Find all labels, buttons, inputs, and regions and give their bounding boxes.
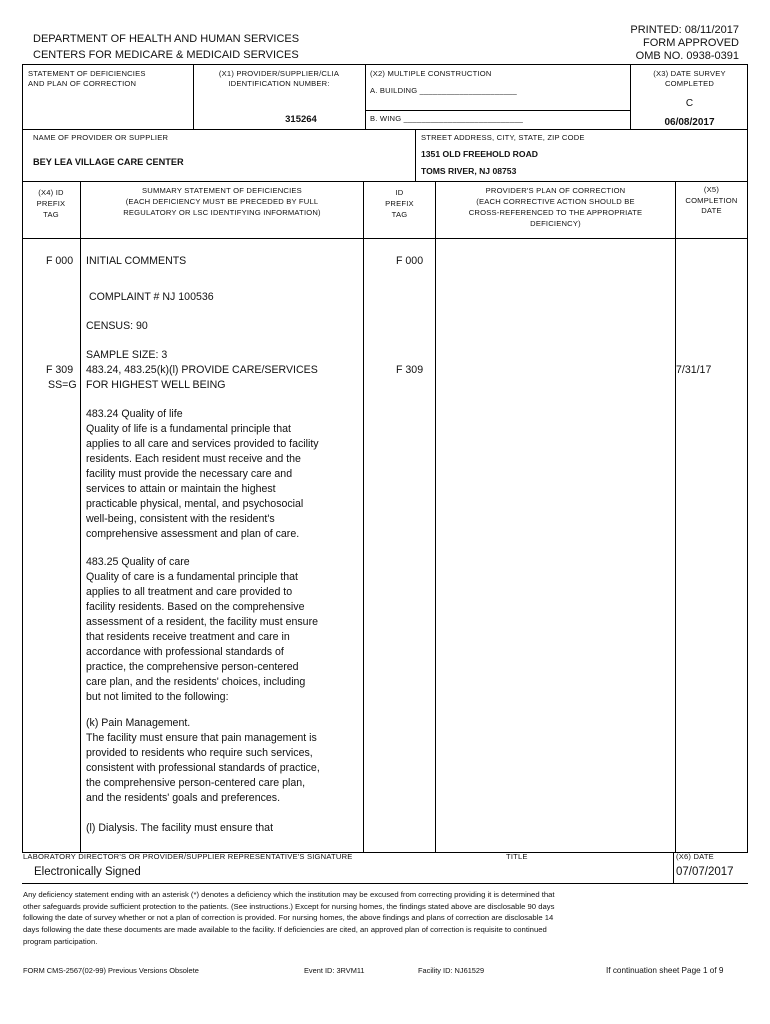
f309-title: 483.24, 483.25(k)(l) PROVIDE CARE/SERVICES FOR HIGHEST WELL BEING — [86, 364, 318, 391]
page-indicator: If continuation sheet Page 1 of 9 — [606, 966, 724, 975]
id-prefix-header: ID PREFIX TAG — [385, 188, 414, 219]
form-approved: FORM APPROVED — [643, 37, 739, 49]
quality-of-care-paragraph: 483.25 Quality of care Quality of care is a fundamental principle that applies to all treatment and care provided to facility residents. Based on the comprehensive assessment of a resident, the facility must ensure that residents receive treatment and care in accordance with professional standards of practice, the comprehensive person-centered care plan, and the residents' choices, including but not limited to the following: — [86, 556, 318, 703]
event-id: Event ID: 3RVM11 — [304, 966, 365, 975]
omb-number: OMB NO. 0938-0391 — [635, 50, 739, 62]
signature-date: 07/07/2017 — [676, 866, 734, 878]
x1-label: (X1) PROVIDER/SUPPLIER/CLIA IDENTIFICATION NUMBER: — [218, 69, 340, 88]
agency-name: CENTERS FOR MEDICARE & MEDICAID SERVICES — [33, 49, 299, 61]
street-address: 1351 OLD FREEHOLD ROAD — [421, 149, 538, 159]
printed-date: PRINTED: 08/11/2017 — [630, 24, 739, 36]
dialysis-paragraph: (l) Dialysis. The facility must ensure that — [86, 822, 274, 834]
x2-label: (X2) MULTIPLE CONSTRUCTION — [370, 69, 492, 78]
provider-id: 315264 — [285, 114, 317, 125]
completion-header: (X5) COMPLETION DATE — [685, 185, 738, 215]
complaint-number: COMPLAINT # NJ 100536 — [89, 291, 214, 303]
plan-header: PROVIDER'S PLAN OF CORRECTION (EACH CORRECTIVE ACTION SHOULD BE CROSS-REFERENCED TO THE APPROPRIATE DEFICIENCY) — [468, 186, 643, 228]
form-number: FORM CMS-2567(02-99) Previous Versions Obsolete — [23, 966, 199, 975]
completion-date: 7/31/17 — [676, 364, 712, 376]
plan-tag-f000: F 000 — [396, 255, 424, 267]
street-label: STREET ADDRESS, CITY, STATE, ZIP CODE — [421, 133, 585, 142]
x4-id-header: (X4) ID PREFIX TAG — [36, 188, 66, 219]
survey-code: C — [685, 98, 694, 109]
building-field: A. BUILDING ______________________ — [370, 86, 517, 95]
disclaimer-text: Any deficiency statement ending with an asterisk (*) denotes a deficiency which the institution may be excused from correcting providing it is determined that other safeguards provide sufficient protection to the patients. (See instructions.) Except for nursing homes, the findings stated above are disclosable 90 days following the date of survey whether or not a plan of correction is provided. For nursing homes, the above findings and plans of correction are disclosable 14 days following the date these documents are made available to the facility. If deficiencies are cited, an approved plan of correction is requisite to continued program participation. — [23, 890, 555, 946]
scope-severity: SS=G — [48, 379, 77, 391]
wing-field: B. WING ___________________________ — [370, 114, 524, 123]
x3-label: (X3) DATE SURVEY COMPLETED — [653, 69, 726, 88]
tag-f000: F 000 — [46, 255, 74, 267]
facility-id: Facility ID: NJ61529 — [418, 966, 485, 975]
census: CENSUS: 90 — [86, 320, 148, 332]
city-state-zip: TOMS RIVER, NJ 08753 — [421, 166, 517, 176]
electronic-signature: Electronically Signed — [34, 866, 141, 878]
plan-tag-f309: F 309 — [396, 364, 424, 376]
statement-label: STATEMENT OF DEFICIENCIES AND PLAN OF CORRECTION — [28, 69, 146, 88]
survey-date: 06/08/2017 — [664, 117, 715, 128]
title-label: TITLE — [506, 852, 528, 861]
signature-date-label: (X6) DATE — [676, 852, 714, 861]
sample-size: SAMPLE SIZE: 3 — [86, 349, 168, 361]
pain-management-paragraph: (k) Pain Management. The facility must ensure that pain management is provided to residents who require such services, consistent with professional standards of practice, the comprehensive person-centered care plan, and the residents' goals and preferences. — [86, 717, 320, 804]
initial-comments: INITIAL COMMENTS — [86, 255, 187, 267]
signature-label: LABORATORY DIRECTOR'S OR PROVIDER/SUPPLIER REPRESENTATIVE'S SIGNATURE — [23, 852, 353, 861]
quality-of-life-paragraph: 483.24 Quality of life Quality of life is a fundamental principle that applies to all care and services provided to facility residents. Each resident must receive and the facility must provide the necessary care and services to attain or maintain the highest practicable physical, mental, and psychosocial well-being, consistent with the resident's comprehensive assessment and plan of care. — [86, 408, 319, 540]
provider-name: BEY LEA VILLAGE CARE CENTER — [33, 157, 184, 167]
summary-header: SUMMARY STATEMENT OF DEFICIENCIES (EACH DEFICIENCY MUST BE PRECEDED BY FULL REGULATORY OR LSC IDENTIFYING INFORMATION) — [123, 186, 321, 217]
provider-name-label: NAME OF PROVIDER OR SUPPLIER — [33, 133, 169, 142]
tag-f309: F 309 — [46, 364, 74, 376]
department-name: DEPARTMENT OF HEALTH AND HUMAN SERVICES — [33, 33, 300, 45]
